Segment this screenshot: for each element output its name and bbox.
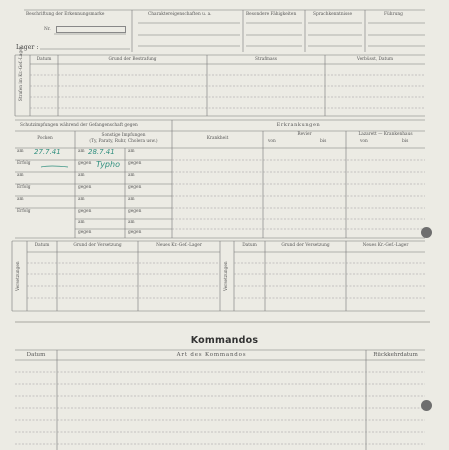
fuehrung-label: Führung [384,12,403,17]
impf-row-sonstige-label: am [78,197,85,202]
versetzung-grund-right: Grund der Versetzung [281,243,330,248]
impf-row-sonstige2-label: am [128,197,135,202]
kommandos-title: Kommandos [190,335,259,346]
strafen-grund-header: Grund der Bestrafung [108,57,157,62]
impf-row-pocken-label: Erfolg [17,209,31,214]
impf-row-sonstige-label: am [78,220,85,225]
revier-bis: bis [320,139,327,144]
punch-hole-upper [421,227,432,238]
lazarett-von: von [360,139,368,144]
versetzung-datum-right: Datum [242,243,257,248]
impf-row-sonstige2-label: gegen [128,209,142,214]
impfungen-title: Schutzimpfungen während der Gefangenschaft gegen [20,123,138,128]
impf-row-sonstige-label: gegen [78,161,92,166]
revier-header: Revier [297,132,312,137]
sonstige-header-types: (Ty, Paraty, Ruhr, Cholera usw.) [89,139,158,144]
impf-row-sonstige-label: gegen [78,209,92,214]
strafen-strafmass-header: Strafmass [255,57,277,62]
impf-row-pocken-label: am [17,149,24,154]
impf-row-sonstige2-label: gegen [128,185,142,190]
versetzungen-side-label-left: Versetzungen [15,261,21,291]
impf-row-sonstige2-label: am [128,173,135,178]
lazarett-bis: bis [402,139,409,144]
impf-row-sonstige2-label: am [128,149,135,154]
strafen-side-label: Strafen im Kr.-Gef.-Lager [18,46,24,102]
handwritten-sonstige-gegen: Typho [96,160,120,169]
sprachen-label: Sprachkenntnisse [313,12,352,17]
erkennungsmarke-label: Beschriftung der Erkennungsmarke [26,12,105,17]
nr-field-box[interactable] [56,26,126,33]
pocken-header: Pocken [37,136,53,141]
kommandos-art-header: Art des Kommandos [176,352,247,358]
impf-row-pocken-label: Erfolg [17,161,31,166]
krankheit-header: Krankheit [206,136,229,141]
punch-hole-lower [421,400,432,411]
strafen-verbuesst-header: Verbüsst, Datum [356,57,394,62]
handwritten-pocken-date: 27.7.41 [34,148,61,156]
versetzung-datum-left: Datum [34,243,50,248]
versetzung-lager-left: Neues Kr.-Gef.-Lager [156,243,202,248]
charakter-label: Charaktereigenschaften u. a. [148,12,212,17]
impf-row-sonstige2-label: am [128,220,135,225]
impf-row-pocken-label: am [17,197,24,202]
lager-label: Lager : [16,44,39,51]
versetzungen-side-label-right: Versetzungen [223,261,229,291]
impf-row-sonstige-label: gegen [78,185,92,190]
impf-row-sonstige-label: am [78,149,85,154]
impf-row-sonstige-label: gegen [78,230,92,235]
handwritten-sonstige-date: 28.7.41 [88,148,115,156]
faehigkeiten-label: Besondere Fähigkeiten [246,12,297,17]
handwritten-dash [40,164,70,170]
strafen-datum-header: Datum [36,57,52,62]
revier-von: von [268,139,276,144]
impf-row-sonstige-label: am [78,173,85,178]
impf-row-pocken-label: am [17,173,24,178]
kommandos-datum-header: Datum [26,352,46,358]
sonstige-header: Sonstige Impfungen [101,133,146,138]
lazarett-header: Lazarett — Krankenhaus [358,132,413,137]
impf-row-sonstige2-label: gegen [128,161,142,166]
kommandos-rueckkehr-header: Rückkehrdatum [373,352,418,358]
versetzung-grund-left: Grund der Versetzung [73,243,122,248]
versetzung-lager-right: Neues Kr.-Gef.-Lager [362,243,409,248]
nr-label: Nr. [44,27,51,32]
erkrankungen-title: Erkrankungen [276,122,321,128]
impf-row-sonstige2-label: gegen [128,230,142,235]
impf-row-pocken-label: Erfolg [17,185,31,190]
